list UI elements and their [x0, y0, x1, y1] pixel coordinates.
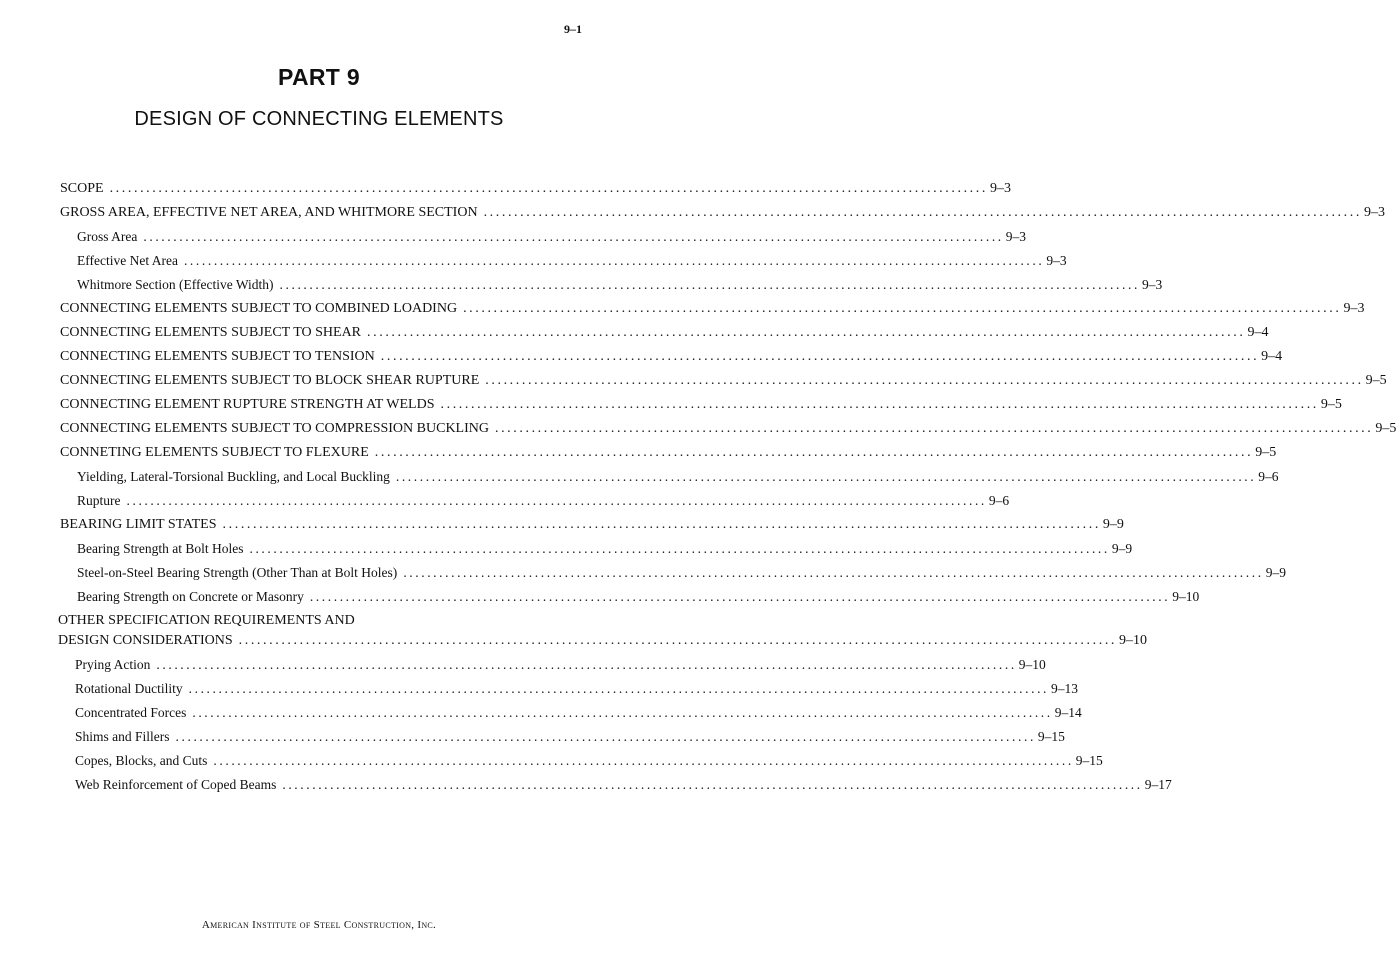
- toc-entry-page: 9–9: [1265, 565, 1286, 580]
- toc-entry-whitmore-section[interactable]: Whitmore Section (Effective Width) ................................................................................................................................................ 9–3: [77, 277, 1163, 292]
- toc-entry-label: CONNECTING ELEMENT RUPTURE STRENGTH AT WELDS: [60, 397, 435, 412]
- toc-entry-page: 9–3: [1363, 205, 1385, 220]
- toc-entry-shear[interactable]: CONNECTING ELEMENTS SUBJECT TO SHEAR ................................................................................................................................................ 9–4: [60, 325, 1269, 340]
- toc-entry-block-shear-rupture[interactable]: CONNECTING ELEMENTS SUBJECT TO BLOCK SHEAR RUPTURE ................................................................................................................................................ 9–5: [60, 373, 1387, 388]
- toc-entry-other-specification-requirements[interactable]: DESIGN CONSIDERATIONS ................................................................................................................................................ 9–10: [58, 633, 1148, 648]
- toc-entry-web-reinforcement-coped-beams[interactable]: Web Reinforcement of Coped Beams ................................................................................................................................................ 9–17: [75, 777, 1172, 792]
- toc-entry-label: DESIGN CONSIDERATIONS: [58, 633, 233, 648]
- toc-entry-label: Copes, Blocks, and Cuts: [75, 753, 208, 768]
- toc-entry-page: 9–13: [1051, 681, 1079, 696]
- toc-entry-bearing-on-concrete[interactable]: Bearing Strength on Concrete or Masonry ................................................................................................................................................ 9–10: [77, 589, 1200, 604]
- toc-entry-tension[interactable]: CONNECTING ELEMENTS SUBJECT TO TENSION ................................................................................................................................................ 9–4: [60, 349, 1283, 364]
- toc-entry-page: 9–9: [1111, 541, 1133, 556]
- toc-entry-page: 9–17: [1144, 777, 1172, 792]
- toc-entry-scope[interactable]: SCOPE ................................................................................................................................................ 9–3: [60, 181, 1011, 196]
- toc-entry-page: 9–6: [988, 493, 1010, 508]
- toc-entry-shims-and-fillers[interactable]: Shims and Fillers ................................................................................................................................................ 9–15: [75, 729, 1065, 744]
- toc-entry-label: GROSS AREA, EFFECTIVE NET AREA, AND WHITMORE SECTION: [60, 205, 478, 220]
- toc-entry-page: 9–15: [1037, 729, 1065, 744]
- toc-entry-rupture[interactable]: Rupture ................................................................................................................................................ 9–6: [77, 493, 1010, 508]
- toc-entry-label: Web Reinforcement of Coped Beams: [75, 777, 277, 792]
- toc-entry-compression-buckling[interactable]: CONNECTING ELEMENTS SUBJECT TO COMPRESSION BUCKLING ................................................................................................................................................ 9–5: [60, 421, 1396, 436]
- toc-entry-rupture-at-welds[interactable]: CONNECTING ELEMENT RUPTURE STRENGTH AT WELDS ................................................................................................................................................ 9–5: [60, 397, 1342, 412]
- toc-entry-bearing-limit-states[interactable]: BEARING LIMIT STATES ................................................................................................................................................ 9–9: [60, 517, 1124, 532]
- toc-entry-page: 9–5: [1375, 421, 1396, 436]
- toc-entry-gross-area[interactable]: Gross Area ................................................................................................................................................ 9–3: [77, 229, 1027, 244]
- toc-entry-yielding-ltb-local-buckling[interactable]: Yielding, Lateral-Torsional Buckling, and Local Buckling ................................................................................................................................................ 9–6: [77, 469, 1279, 484]
- toc-entry-label: Whitmore Section (Effective Width): [77, 277, 274, 292]
- toc-entry-page: 9–3: [1046, 253, 1067, 268]
- toc-entry-label: Steel-on-Steel Bearing Strength (Other Than at Bolt Holes): [77, 565, 398, 580]
- toc-entry-label: CONNETING ELEMENTS SUBJECT TO FLEXURE: [60, 445, 369, 460]
- toc-entry-label: SCOPE: [60, 181, 104, 196]
- toc-entry-concentrated-forces[interactable]: Concentrated Forces ................................................................................................................................................ 9–14: [75, 705, 1082, 720]
- toc-entry-prying-action[interactable]: Prying Action ................................................................................................................................................ 9–10: [75, 657, 1046, 672]
- toc-entry-page: 9–15: [1075, 753, 1103, 768]
- part-title: PART 9: [278, 64, 360, 90]
- toc-entry-steel-on-steel-bearing[interactable]: Steel-on-Steel Bearing Strength (Other Than at Bolt Holes) ................................................................................................................................................ 9–9: [77, 565, 1286, 580]
- toc-entry-page: 9–5: [1320, 397, 1342, 412]
- toc-entry-label: Bearing Strength on Concrete or Masonry: [77, 589, 304, 604]
- toc-entry-flexure[interactable]: CONNETING ELEMENTS SUBJECT TO FLEXURE ................................................................................................................................................ 9–5: [60, 445, 1277, 460]
- toc-entry-label: CONNECTING ELEMENTS SUBJECT TO SHEAR: [60, 325, 362, 340]
- toc-entry-page: 9–3: [1343, 301, 1365, 316]
- toc-entry-label: CONNECTING ELEMENTS SUBJECT TO COMPRESSION BUCKLING: [60, 421, 489, 436]
- toc-entry-label: Shims and Fillers: [75, 729, 170, 744]
- toc-entry-page: 9–10: [1172, 589, 1200, 604]
- toc-entry-page: 9–3: [1141, 277, 1163, 292]
- toc-entry-label: Prying Action: [75, 657, 151, 672]
- toc-entry-page: 9–5: [1365, 373, 1387, 388]
- toc-entry-label: Effective Net Area: [77, 253, 178, 268]
- toc-entry-label: BEARING LIMIT STATES: [60, 517, 217, 532]
- part-subtitle: DESIGN OF CONNECTING ELEMENTS: [134, 108, 504, 130]
- toc-entry-label-line1: OTHER SPECIFICATION REQUIREMENTS AND: [58, 613, 355, 628]
- publisher-footer: [0, 919, 638, 931]
- toc-entry-page: 9–4: [1261, 349, 1283, 364]
- toc-entry-page: 9–6: [1258, 469, 1279, 484]
- toc-entry-label: Rupture: [77, 493, 121, 508]
- toc-entry-page: 9–9: [1102, 517, 1124, 532]
- toc-entry-label: Rotational Ductility: [75, 681, 183, 696]
- page-number: 9–1: [564, 22, 582, 36]
- toc-entry-label: Bearing Strength at Bolt Holes: [77, 541, 244, 556]
- toc-entry-page: 9–14: [1054, 705, 1082, 720]
- toc-entry-label: Gross Area: [77, 229, 138, 244]
- toc-entry-page: 9–4: [1247, 325, 1269, 340]
- toc-entry-gross-area-effective-net-area-whitmore[interactable]: GROSS AREA, EFFECTIVE NET AREA, AND WHITMORE SECTION ................................................................................................................................................ 9–3: [60, 205, 1385, 220]
- toc-entry-page: 9–10: [1119, 633, 1148, 648]
- toc-entry-page: 9–10: [1018, 657, 1046, 672]
- toc-entry-label: CONNECTING ELEMENTS SUBJECT TO TENSION: [60, 349, 375, 364]
- toc-entry-copes-blocks-cuts[interactable]: Copes, Blocks, and Cuts ................................................................................................................................................ 9–15: [75, 753, 1103, 768]
- toc-entry-page: 9–3: [989, 181, 1011, 196]
- toc-entry-combined-loading[interactable]: CONNECTING ELEMENTS SUBJECT TO COMBINED LOADING ................................................................................................................................................ 9–3: [60, 301, 1365, 316]
- toc-entry-page: 9–3: [1005, 229, 1027, 244]
- toc-entry-effective-net-area[interactable]: Effective Net Area ................................................................................................................................................ 9–3: [77, 253, 1067, 268]
- toc-entry-label: Concentrated Forces: [75, 705, 187, 720]
- toc-entry-page: 9–5: [1255, 445, 1277, 460]
- publisher-name: American Institute of Steel Construction, Inc.: [201, 919, 437, 931]
- toc-entry-label: CONNECTING ELEMENTS SUBJECT TO COMBINED LOADING: [60, 301, 458, 316]
- toc-entry-bearing-at-bolt-holes[interactable]: Bearing Strength at Bolt Holes ................................................................................................................................................ 9–9: [77, 541, 1133, 556]
- toc-entry-rotational-ductility[interactable]: Rotational Ductility ................................................................................................................................................ 9–13: [75, 681, 1079, 696]
- toc-entry-label: Yielding, Lateral-Torsional Buckling, and Local Buckling: [77, 469, 390, 484]
- toc-entry-label: CONNECTING ELEMENTS SUBJECT TO BLOCK SHEAR RUPTURE: [60, 373, 480, 388]
